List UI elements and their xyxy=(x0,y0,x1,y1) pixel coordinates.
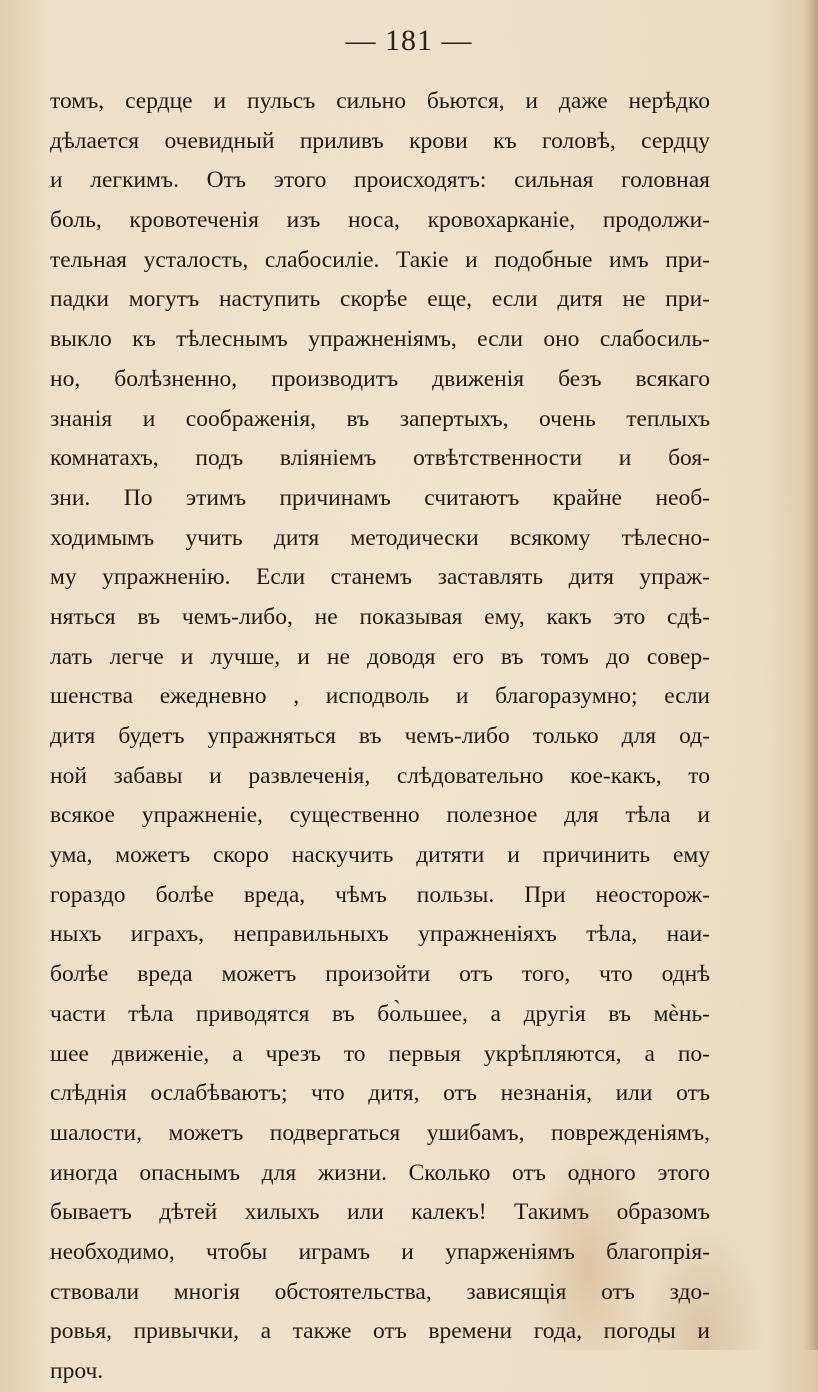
text-line: всякое упражненіе, существенно полезное для тѣла и xyxy=(50,802,710,829)
text-line: части тѣла приводятся въ бо̀льшее, а другія въ мѐнь- xyxy=(50,1000,710,1027)
text-line: дитя будетъ упражняться въ чемъ-либо только для од- xyxy=(50,723,710,749)
text-line: необходимо, чтобы играмъ и упарженіямъ благопрія- xyxy=(50,1238,710,1265)
text-line: бываетъ дѣтей хилыхъ или калекъ! Такимъ образомъ xyxy=(50,1199,710,1226)
text-line: ума, можетъ скоро наскучить дитяти и причинить ему xyxy=(50,842,710,869)
text-line: падки могутъ наступить скорѣе еще, если дитя не при- xyxy=(50,286,710,313)
text-line: шенства ежедневно , исподволь и благоразумно; если xyxy=(50,683,710,710)
text-line: слѣднія ослабѣваютъ; что дитя, отъ незнанія, или отъ xyxy=(50,1080,710,1107)
text-line: няться въ чемъ-либо, не показывая ему, какъ это сдѣ- xyxy=(50,603,710,630)
text-line: дѣлается очевидный приливъ крови къ головѣ, сердцу xyxy=(50,127,710,154)
text-line: гораздо болѣе вреда, чѣмъ пользы. При неосторож- xyxy=(50,881,710,908)
text-line: ныхъ играхъ, неправильныхъ упражненіяхъ тѣла, наи- xyxy=(50,921,710,948)
text-line: боль, кровотеченія изъ носа, кровохарканіе, продолжи- xyxy=(50,207,710,234)
text-line: зни. По этимъ причинамъ считаютъ крайне необ- xyxy=(50,484,710,511)
text-line: му упражненію. Если станемъ заставлять дитя упраж- xyxy=(50,564,710,591)
text-line: лать легче и лучше, и не доводя его въ томъ до совер- xyxy=(50,643,710,670)
text-line-final: проч. xyxy=(50,1358,104,1384)
text-line: но, болѣзненно, производитъ движенія безъ всякаго xyxy=(50,365,710,392)
page-edge-shadow xyxy=(804,0,818,1350)
text-line: выкло къ тѣлеснымъ упражненіямъ, если оно слабосиль- xyxy=(50,326,710,353)
text-line: тельная усталость, слабосиліе. Такіе и подобные имъ при- xyxy=(50,246,710,273)
text-line: шалости, можетъ подвергаться ушибамъ, поврежденіямъ, xyxy=(50,1119,710,1146)
text-line: комнатахъ, подъ вліяніемъ отвѣтственности и боя- xyxy=(50,445,710,472)
text-line: иногда опаснымъ для жизни. Сколько отъ одного этого xyxy=(50,1159,710,1186)
text-line: ной забавы и развлеченія, слѣдовательно кое-какъ, то xyxy=(50,762,710,789)
body-text xyxy=(50,82,710,1392)
page-number: — 181 — xyxy=(345,24,473,57)
text-line: знанія и соображенія, въ запертыхъ, очень теплыхъ xyxy=(50,405,710,432)
text-line: томъ, сердце и пульсъ сильно бьются, и даже нерѣдко xyxy=(50,88,710,114)
text-line: ходимымъ учить дитя методически всякому тѣлесно- xyxy=(50,524,710,551)
text-line: ствовали многія обстоятельства, зависящія отъ здо- xyxy=(50,1278,710,1305)
text-line: и легкимъ. Отъ этого происходятъ: сильная головная xyxy=(50,167,710,194)
text-line: болѣе вреда можетъ произойти отъ того, что однѣ xyxy=(50,961,710,988)
text-line: шее движеніе, а чрезъ то первыя укрѣпляются, а по- xyxy=(50,1040,710,1067)
text-line: ровья, привычки, а также отъ времени года, погоды и xyxy=(50,1318,710,1345)
